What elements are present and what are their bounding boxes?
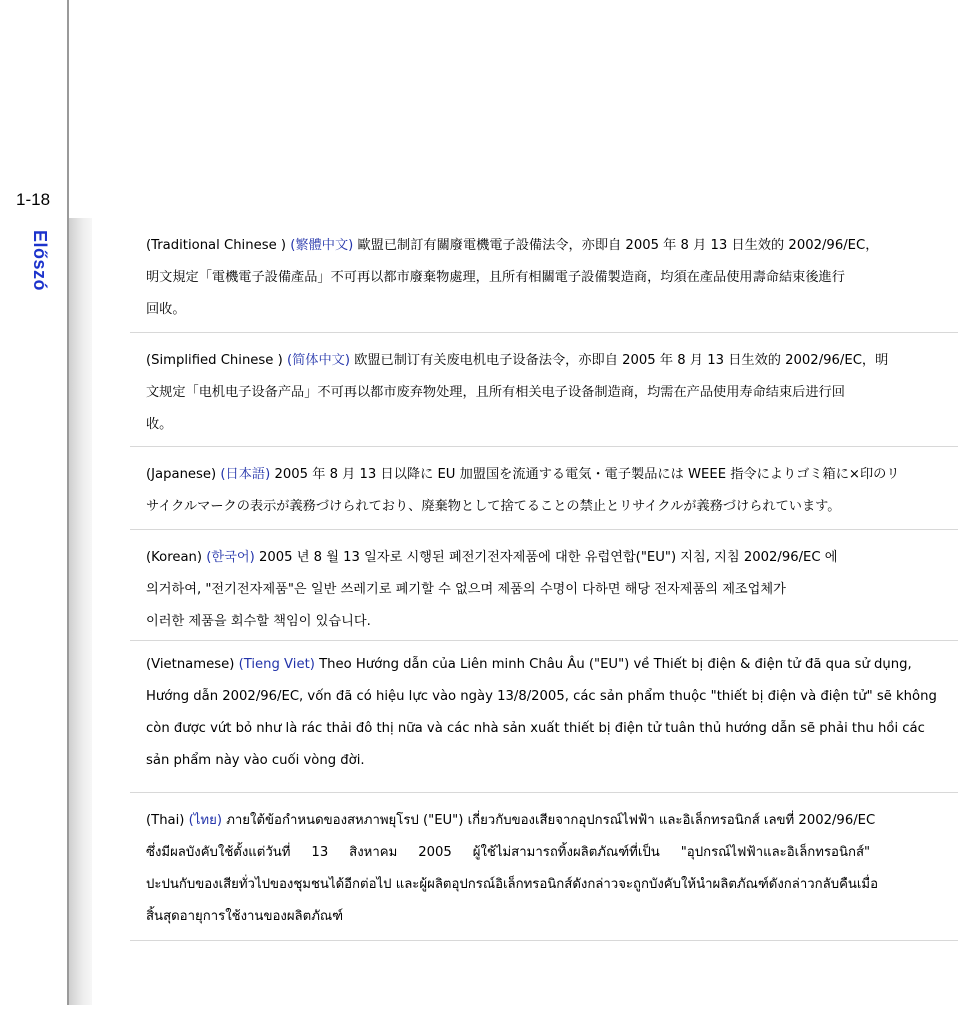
text-line: 文规定「电机电子设备产品」不可再以都市废弃物处理，且所有相关电子设备制造商，均需在产品使用寿命结束后进行回 bbox=[146, 385, 845, 400]
lang-label: (Thai) bbox=[146, 813, 185, 828]
lang-label: (Traditional Chinese ) bbox=[146, 238, 287, 253]
text-line: サイクルマークの表示が義務づけられており、廃棄物として捨てることの禁止とリサイクルが義務づけられています。 bbox=[146, 499, 841, 514]
section-title: Előszó bbox=[30, 230, 50, 292]
paragraph-japanese bbox=[130, 447, 958, 530]
text-line: 의거하여, "전기전자제품"은 일반 쓰레기로 폐기할 수 없으며 제품의 수명이 다하면 해당 전자제품의 제조업체가 bbox=[146, 582, 786, 597]
lang-native: (한국어) bbox=[206, 550, 255, 565]
lang-label: (Simplified Chinese ) bbox=[146, 353, 283, 368]
paragraph-simplified-chinese bbox=[130, 333, 958, 447]
text-line: ปะปนกับของเสียทั่วไปของชุมชนได้อีกต่อไป และผู้ผลิตอุปกรณ์อิเล็กทรอนิกส์ดังกล่าวจะถูกบังคับให้นำผลิตภัณฑ์ดังกล่าวกลับคืนเมื่อ bbox=[146, 877, 879, 892]
text-line: 回收。 bbox=[146, 302, 186, 317]
text-line: 이러한 제품을 회수할 책임이 있습니다. bbox=[146, 614, 371, 629]
lang-label: (Korean) bbox=[146, 550, 203, 565]
text-line: 明文規定「電機電子設備產品」不可再以都市廢棄物處理，且所有相關電子設備製造商，均須在產品使用壽命結束後進行 bbox=[146, 270, 845, 285]
weee-statements bbox=[130, 218, 958, 941]
lang-native: (日本語) bbox=[220, 467, 271, 482]
text-line: 2005 年 8 月 13 日以降に EU 加盟国を流通する電気・電子製品には WEEE 指令によりゴミ箱に×印のリ bbox=[274, 467, 900, 482]
text-line: 歐盟已制訂有關廢電機電子設備法令，亦即自 2005 年 8 月 13 日生效的 2002/96/EC， bbox=[357, 238, 879, 253]
paragraph-korean bbox=[130, 530, 958, 641]
text-line: ภายใต้ข้อกำหนดของสหภาพยุโรป ("EU") เกี่ยวกับของเสียจากอุปกรณ์ไฟฟ้า และอิเล็กทรอนิกส์ เลขที่ 2002/96/EC bbox=[226, 813, 876, 828]
text-line: สิ้นสุดอายุการใช้งานของผลิตภัณฑ์ bbox=[146, 909, 344, 924]
paragraph-traditional-chinese bbox=[130, 218, 958, 333]
lang-native: (ไทย) bbox=[188, 813, 222, 828]
lang-native: (Tieng Viet) bbox=[238, 657, 315, 672]
paragraph-thai bbox=[130, 793, 958, 941]
text-line: 欧盟已制订有关废电机电子设备法令，亦即自 2005 年 8 月 13 日生效的 2002/96/EC，明 bbox=[354, 353, 889, 368]
page-number: 1-18 bbox=[16, 190, 51, 209]
lang-native: (繁體中文) bbox=[290, 238, 354, 253]
text-line: 收。 bbox=[146, 417, 173, 432]
lang-label: (Japanese) bbox=[146, 467, 217, 482]
lang-label: (Vietnamese) bbox=[146, 657, 235, 672]
text-line: Theo Hướng dẫn của Liên minh Châu Âu ("EU") về Thiết bị điện & điện tử đã qua sử dụng, bbox=[319, 657, 912, 672]
paragraph-vietnamese bbox=[130, 641, 958, 793]
text-line: sản phẩm này vào cuối vòng đời. bbox=[146, 753, 365, 768]
text-line: 2005 년 8 월 13 일자로 시행된 폐전기전자제품에 대한 유럽연합("EU") 지침, 지침 2002/96/EC 에 bbox=[258, 550, 838, 565]
lang-native: (简体中文) bbox=[286, 353, 350, 368]
sidebar-band bbox=[69, 218, 92, 1005]
text-line: ซึ่งมีผลบังคับใช้ตั้งแต่วันที่ 13 สิงหาคม 2005 ผู้ใช้ไม่สามารถทิ้งผลิตภัณฑ์ที่เป็น "อุปกรณ์ไฟฟ้าและอิเล็กทรอนิกส์" bbox=[146, 845, 871, 860]
text-line: còn được vứt bỏ như là rác thải đô thị nữa và các nhà sản xuất thiết bị điện tử tuân thủ hướng dẫn sẽ phải thu hồi các bbox=[146, 721, 925, 736]
text-line: Hướng dẫn 2002/96/EC, vốn đã có hiệu lực vào ngày 13/8/2005, các sản phẩm thuộc "thiết bị điện và điện tử" sẽ không bbox=[146, 689, 937, 704]
